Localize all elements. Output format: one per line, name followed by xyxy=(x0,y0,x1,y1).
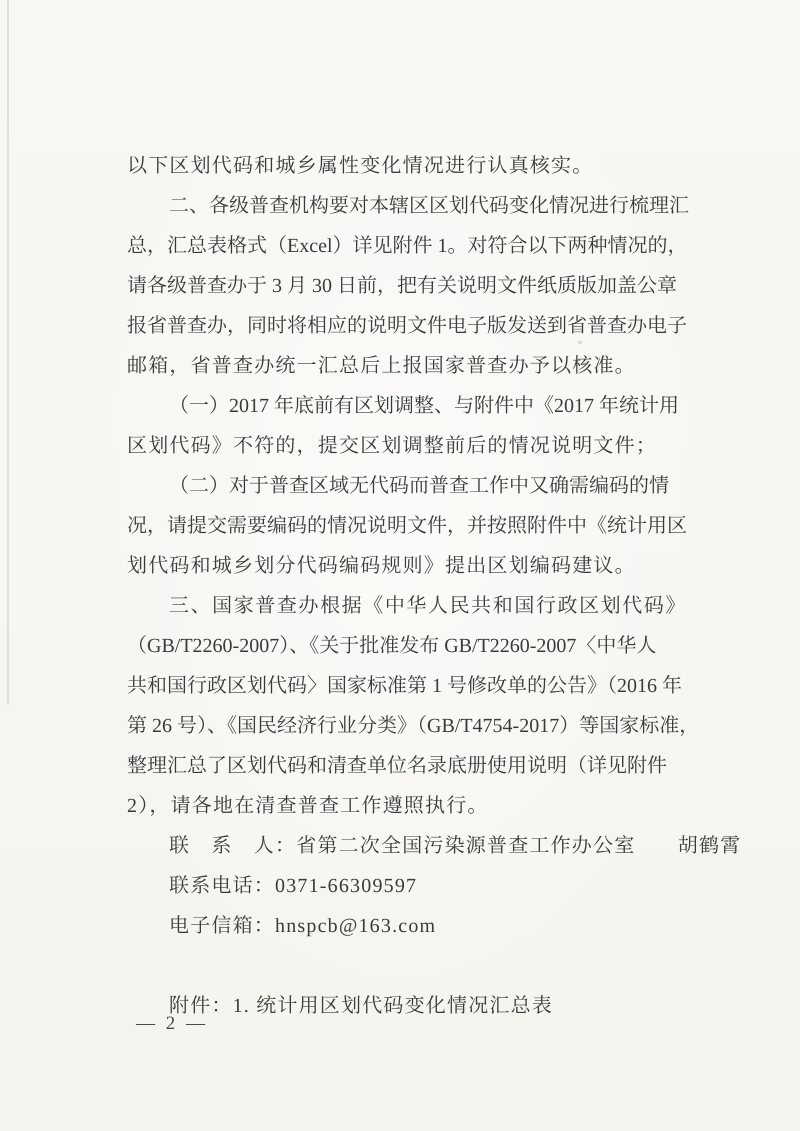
text-line: 联 系 人：省第二次全国污染源普查工作办公室 胡鹤霄 xyxy=(169,835,742,857)
text-line: 附件：1. 统计用区划代码变化情况汇总表 xyxy=(169,995,553,1017)
text-line: 联系电话：0371-66309597 xyxy=(169,875,418,897)
text-line: 二、各级普查机构要对本辖区区划代码变化情况进行梳理汇 xyxy=(169,195,689,217)
document-body xyxy=(127,146,742,1026)
text-line: 区划代码》不符的，提交区划调整前后的情况说明文件； xyxy=(127,435,657,457)
text-line: （GB/T2260-2007）、《关于批准发布 GB/T2260-2007〈中华人 xyxy=(127,635,657,657)
text-line: 况，请提交需要编码的情况说明文件，并按照附件中《统计用区 xyxy=(127,515,687,537)
text-line: 请各级普查办于 3 月 30 日前，把有关说明文件纸质版加盖公章 xyxy=(127,275,677,297)
page-number: — 2 — xyxy=(136,1013,208,1034)
text-line: 三、国家普查办根据《中华人民共和国行政区划代码》 xyxy=(169,595,687,617)
text-line: 总，汇总表格式（Excel）详见附件 1。对符合以下两种情况的， xyxy=(127,235,688,257)
text-line: 共和国行政区划代码〉国家标准第 1 号修改单的公告》（2016 年 xyxy=(127,675,682,697)
text-line: （二）对于普查区域无代码而普查工作中又确需编码的情 xyxy=(169,475,669,497)
text-line: 划代码和城乡划分代码编码规则》提出区划编码建议。 xyxy=(127,555,636,577)
text-line: 整理汇总了区划代码和清查单位名录底册使用说明（详见附件 xyxy=(127,755,667,777)
text-line: 2），请各地在清查普查工作遵照执行。 xyxy=(127,795,489,817)
scan-edge-artifact xyxy=(7,0,9,705)
text-line: 邮箱，省普查办统一汇总后上报国家普查办予以核准。 xyxy=(127,355,636,377)
text-line: （一）2017 年底前有区划调整、与附件中《2017 年统计用 xyxy=(169,395,679,417)
text-line: 以下区划代码和城乡属性变化情况进行认真核实。 xyxy=(127,155,594,177)
text-line: 第 26 号）、《国民经济行业分类》（GB/T4754-2017）等国家标准， xyxy=(127,715,700,737)
text-line: 报省普查办，同时将相应的说明文件电子版发送到省普查办电子 xyxy=(127,315,687,337)
text-line: 电子信箱：hnspcb@163.com xyxy=(169,915,437,937)
